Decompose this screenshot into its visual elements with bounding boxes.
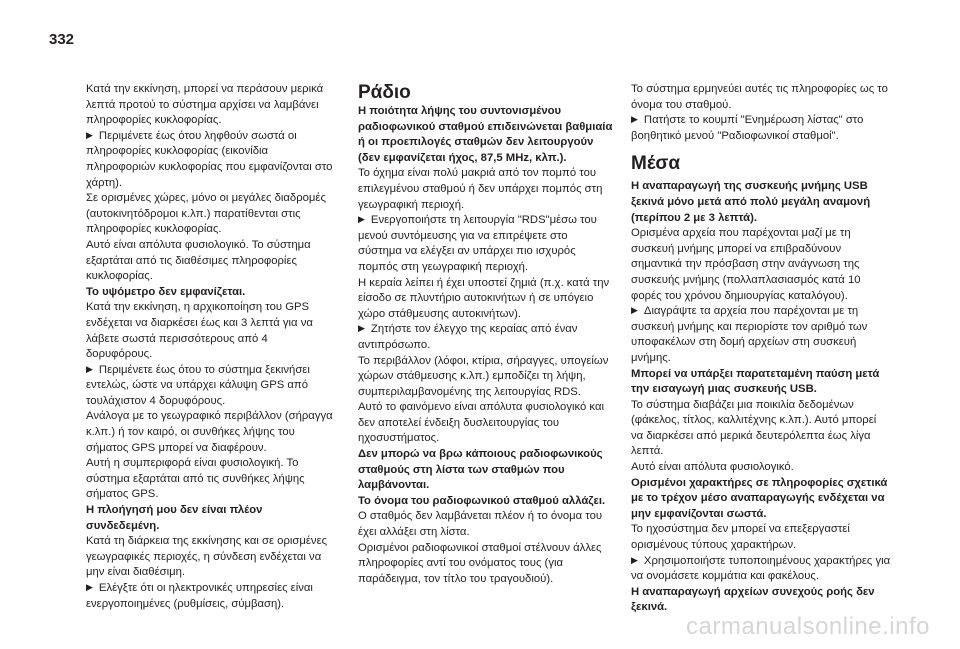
paragraph-text: Ενεργοποιήστε τη λειτουργία "RDS"μέσω του μενού συντόμευσης για να επιτρέψετε στο σύστημα να ελέγξει αν υπάρχει πιο ισχυρός πομπός στη γεωγραφική περιοχή. (358, 214, 597, 273)
paragraph-text: Το περιβάλλον (λόφοι, κτίρια, σήραγγες, υπογείων χώρων στάθμευσης κ.λπ.) εμποδίζει τη λήψη, συμπεριλαμβανομένης της λειτουργίας RDS. (358, 354, 609, 398)
paragraph-text: Το σύστημα διαβάζει μια ποικιλία δεδομένων (φάκελος, τίτλος, καλλιτέχνης κ.λπ.). Αυτό μπορεί να διαρκέσει από μερικά δευτερόλεπτα έως λίγα λεπτά. (631, 398, 877, 458)
triangle-bullet-icon: ▶ (358, 323, 365, 334)
body-paragraph (358, 509, 613, 540)
triangle-bullet-icon: ▶ (86, 582, 93, 592)
paragraph-text: Ζητήστε τον έλεγχο της κεραίας από έναν αντιπρόσωπο. (358, 323, 578, 351)
question-heading (631, 367, 891, 398)
body-paragraph (631, 522, 891, 553)
body-paragraph (86, 456, 336, 503)
question-heading (631, 585, 891, 616)
paragraph-text: Ορισμένα αρχεία που παρέχονται μαζί με τη συσκευή μνήμης μπορεί να επιβραδύνουν σημαντικά την πρόσβαση στην ανάγνωση της συσκευής μνήμης (πολλαπλασιασμός κατά 10 φορές του χρόνου δημιουργίας καταλόγου). (631, 227, 861, 302)
paragraph-text: Η πλοήγησή μου δεν είναι πλέον συνδεδεμένη. (86, 504, 263, 532)
page-number: 332 (49, 31, 75, 48)
watermark: carmanualsonline.info (686, 613, 930, 640)
body-paragraph (86, 409, 336, 456)
paragraph-text: Περιμένετε έως ότου ληφθούν σωστά οι πληροφορίες κυκλοφορίας (εικονίδια πληροφοριών κυκλοφορίας που εμφανίζονται στο χάρτη). (86, 129, 333, 189)
paragraph-text: Ορισμένοι χαρακτήρες σε πληροφορίες σχετικά με το τρέχον μέσο αναπαραγωγής ενδέχεται να μην εμφανίζονται σωστά. (631, 476, 888, 520)
paragraph-text: Ράδιο (358, 82, 411, 103)
action-item (358, 322, 613, 353)
paragraph-text: Κατά τη διάρκεια της εκκίνησης και σε ορισμένες γεωγραφικές περιοχές, η σύνδεση ενδέχεται να μην είναι διαθέσιμη. (86, 535, 328, 579)
paragraph-text: Μπορεί να υπάρξει παρατεταμένη παύση μετά την εισαγωγή μιας συσκευής USB. (631, 367, 880, 396)
paragraph-text: Ανάλογα με το γεωγραφικό περιβάλλον (σήραγγα κ.λπ.) ή τον καιρό, οι συνθήκες λήψης του σήματος GPS μπορεί να διαφέρουν. (86, 410, 333, 454)
paragraph-text: Αυτό είναι απόλυτα φυσιολογικό. Το σύστημα εξαρτάται από τις διαθέσιμες πληροφορίες κυκλοφορίας. (86, 238, 311, 283)
body-paragraph (86, 238, 336, 285)
action-item (631, 113, 891, 144)
paragraph-text: Πατήστε το κουμπί "Ενημέρωση λίστας" στο βοηθητικό μενού "Ραδιοφωνικοί σταθμοί". (631, 114, 864, 142)
paragraph-text: Μέσα (631, 153, 681, 175)
body-paragraph (631, 82, 891, 113)
column-1 (86, 82, 336, 612)
question-heading (358, 494, 613, 510)
paragraph-text: Αυτό είναι απόλυτα φυσιολογικό. (631, 461, 794, 474)
body-paragraph (631, 226, 891, 304)
paragraph-text: Το όνομα του ραδιοφωνικού σταθμού αλλάζει. (358, 494, 606, 507)
question-heading (358, 104, 613, 166)
body-paragraph (358, 166, 613, 213)
action-item (631, 304, 891, 366)
action-item (358, 213, 613, 275)
body-paragraph (86, 534, 336, 581)
question-heading (631, 179, 891, 226)
action-item (86, 363, 336, 410)
body-paragraph (86, 82, 336, 129)
body-paragraph (631, 460, 891, 476)
question-heading (86, 503, 336, 534)
paragraph-text: Το σύστημα ερμηνεύει αυτές τις πληροφορίες ως το όνομα του σταθμού. (631, 83, 888, 111)
paragraph-text: Αυτή η συμπεριφορά είναι φυσιολογική. Το σύστημα εξαρτάται από τις συνθήκες λήψης σήματος GPS. (86, 457, 305, 501)
section-heading (631, 153, 891, 175)
paragraph-text: Ο σταθμός δεν λαμβάνεται πλέον ή το όνομα του έχει αλλάξει στη λίστα. (358, 510, 603, 539)
body-paragraph (358, 541, 613, 588)
question-heading (358, 447, 613, 494)
action-item (86, 581, 336, 612)
paragraph-text: Η αναπαραγωγή της συσκευής μνήμης USB ξεκινά μόνο μετά από πολύ μεγάλη αναμονή (περίπου 2 με 3 λεπτά). (631, 180, 871, 224)
body-paragraph (631, 398, 891, 460)
action-item (86, 129, 336, 191)
paragraph-text: Σε ορισμένες χώρες, μόνο οι μεγάλες διαδρομές (αυτοκινητόδρομοι κ.λπ.) παρατίθενται στις πληροφορίες κυκλοφορίας. (86, 192, 326, 236)
question-heading (86, 285, 336, 301)
body-paragraph (86, 191, 336, 238)
body-paragraph (358, 400, 613, 447)
paragraph-text: Αυτό το φαινόμενο είναι απόλυτα φυσιολογικό και δεν αποτελεί ένδειξη δυσλειτουργίας του ηχοσυστήματος. (358, 401, 604, 445)
column-3 (631, 82, 891, 616)
paragraph-text: Δεν μπορώ να βρω κάποιους ραδιοφωνικούς σταθμούς στη λίστα των σταθμών που λαμβάνονται. (358, 448, 603, 492)
column-2 (358, 82, 613, 587)
paragraph-text: Ορισμένοι ραδιοφωνικοί σταθμοί στέλνουν άλλες πληροφορίες αντί του ονόματος τους (για παράδειγμα, τον τίτλο του τραγουδιού). (358, 541, 602, 585)
section-heading (358, 82, 613, 104)
paragraph-text: Η ποιότητα λήψης του συντονισμένου ραδιοφωνικού σταθμού επιδεινώνεται βαθμιαία ή οι προεπιλογές σταθμών δεν λειτουργούν (δεν εμφανίζεται ήχος, 87,5 MHz, κλπ.). (358, 105, 613, 164)
triangle-bullet-icon: ▶ (86, 129, 93, 140)
paragraph-text: Διαγράψτε τα αρχεία που παρέχονται με τη συσκευή μνήμης και περιορίστε τον αριθμό των υποφακέλων στη δομή αρχείων στη συσκευή μνήμης. (631, 305, 868, 364)
triangle-bullet-icon: ▶ (358, 214, 365, 225)
paragraph-text: Ελέγξτε ότι οι ηλεκτρονικές υπηρεσίες είναι ενεργοποιημένες (ρυθμίσεις, σύμβαση). (86, 582, 313, 610)
paragraph-text: Η αναπαραγωγή αρχείων συνεχούς ροής δεν ξεκινά. (631, 585, 875, 614)
paragraph-text: Χρησιμοποιήστε τυποποιημένους χαρακτήρες για να ονομάσετε κομμάτια και φακέλους. (631, 554, 891, 583)
body-paragraph (358, 276, 613, 323)
paragraph-text: Κατά την εκκίνηση, η αρχικοποίηση του GPS ενδέχεται να διαρκέσει έως και 3 λεπτά για να λάβετε σωστά περισσότερους από 4 δορυφόρους. (86, 301, 313, 361)
triangle-bullet-icon: ▶ (86, 363, 93, 374)
body-paragraph (358, 354, 613, 401)
action-item (631, 554, 891, 585)
triangle-bullet-icon: ▶ (631, 305, 638, 316)
paragraph-text: Το όχημα είναι πολύ μακριά από τον πομπό του επιλεγμένου σταθμού ή δεν υπάρχει πομπός στη γεωγραφική περιοχή. (358, 167, 603, 211)
body-paragraph (86, 300, 336, 362)
triangle-bullet-icon: ▶ (631, 554, 638, 565)
question-heading (631, 476, 891, 523)
paragraph-text: Η κεραία λείπει ή έχει υποστεί ζημιά (π.χ. κατά την είσοδο σε πλυντήριο αυτοκινήτων ή σε υπόγειο χώρο στάθμευσης αυτοκινήτων). (358, 276, 610, 320)
paragraph-text: Το ηχοσύστημα δεν μπορεί να επεξεργαστεί ορισμένους τύπους χαρακτήρων. (631, 523, 850, 552)
triangle-bullet-icon: ▶ (631, 114, 638, 125)
paragraph-text: Το υψόμετρο δεν εμφανίζεται. (86, 285, 246, 298)
paragraph-text: Κατά την εκκίνηση, μπορεί να περάσουν μερικά λεπτά προτού το σύστημα αρχίσει να λαμβάνει πληροφορίες κυκλοφορίας. (86, 83, 324, 127)
paragraph-text: Περιμένετε έως ότου το σύστημα ξεκινήσει εντελώς, ώστε να υπάρχει κάλυψη GPS από τουλάχιστον 4 δορυφόρους. (86, 363, 310, 407)
